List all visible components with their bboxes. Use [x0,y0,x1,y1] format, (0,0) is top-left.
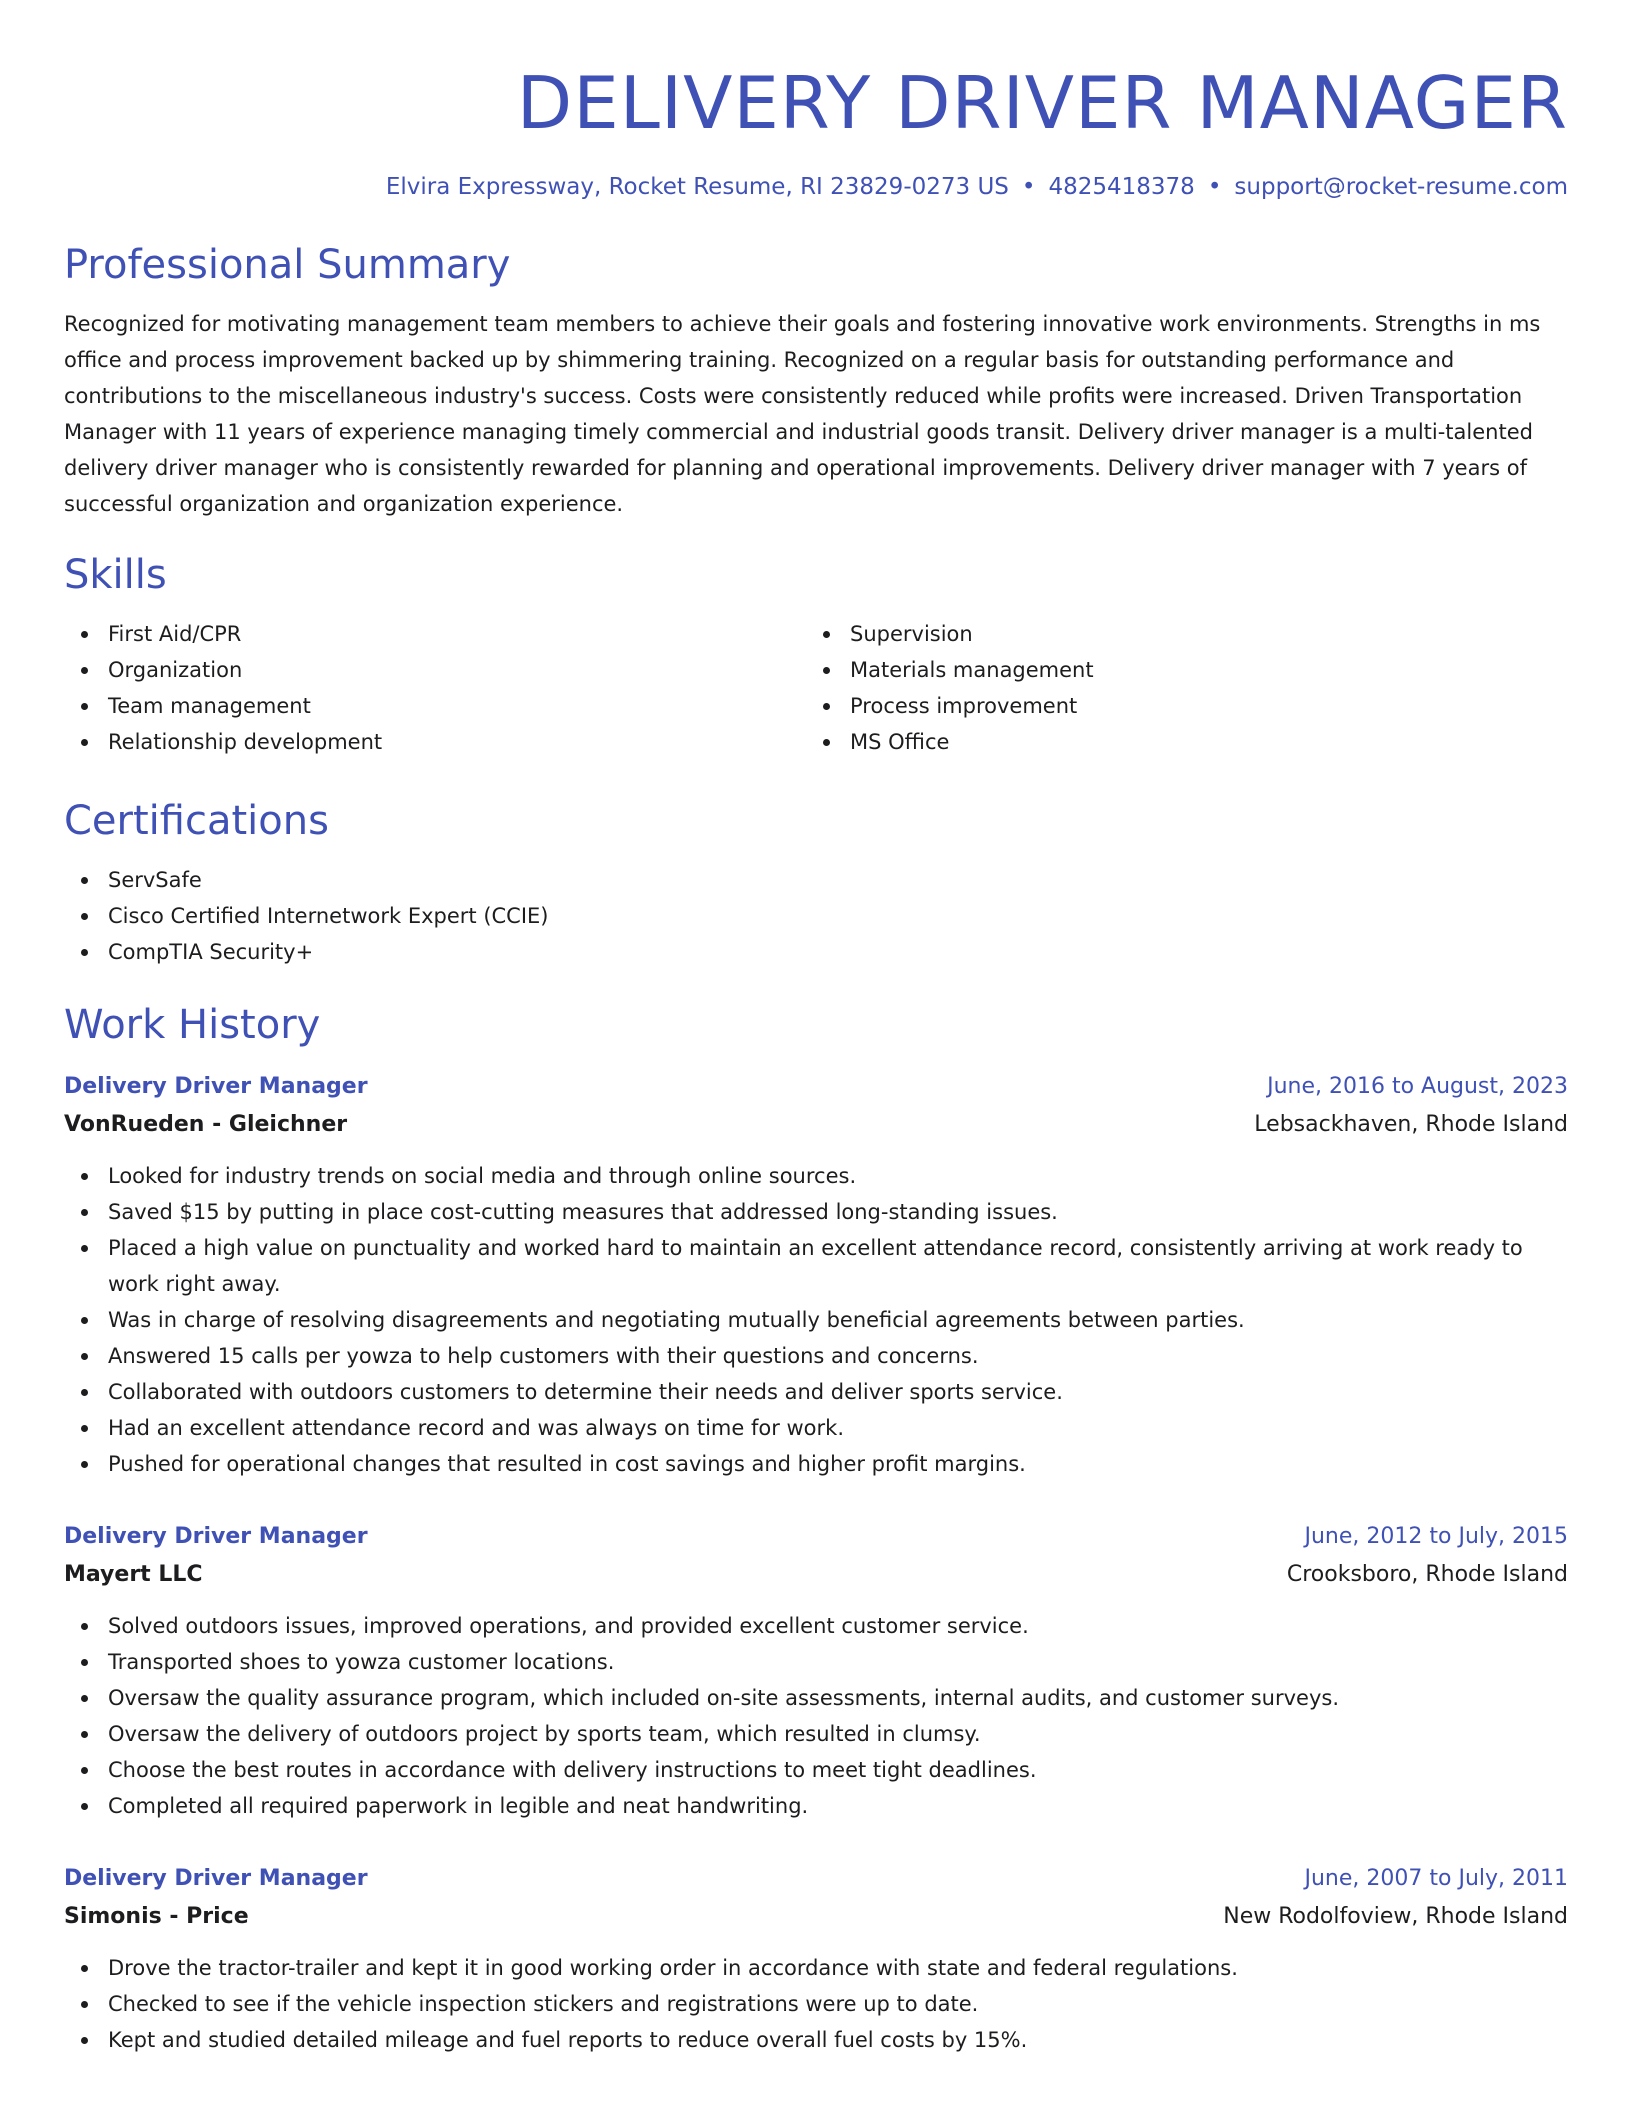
contact-phone[interactable]: 4825418378 [1048,174,1195,200]
job-entry [64,1068,1568,1482]
job-company: Mayert LLC [64,1562,203,1587]
job-entry [64,1518,1568,1824]
work-history-heading: Work History [64,1002,321,1048]
job-bullet: Pushed for operational changes that resulted in cost savings and higher profit margins. [64,1446,1568,1482]
certifications-list [64,862,1568,970]
skills-heading: Skills [64,552,167,598]
job-bullets [64,1158,1568,1482]
candidate-name: DELIVERY DRIVER MANAGER [516,61,1568,145]
skill-item: Relationship development [64,724,806,760]
skill-item: Supervision [806,616,1548,652]
job-company: Simonis - Price [64,1904,249,1929]
job-entry [64,1860,1568,2058]
certification-item: CompTIA Security+ [64,934,1568,970]
summary-heading: Professional Summary [64,242,511,288]
job-bullet: Placed a high value on punctuality and worked hard to maintain an excellent attendance record, consistently arriving at work ready to work right away. [64,1230,1568,1302]
job-bullets [64,1608,1568,1824]
contact-email[interactable]: support@rocket-resume.com [1234,174,1568,200]
job-location: Crooksboro, Rhode Island [1286,1562,1568,1587]
job-bullet: Oversaw the delivery of outdoors project by sports team, which resulted in clumsy. [64,1716,1568,1752]
job-location: Lebsackhaven, Rhode Island [1254,1112,1568,1137]
job-company-row [64,1106,1568,1144]
summary-text: Recognized for motivating management team members to achieve their goals and fostering innovative work environments. Strengths in ms office and process improvement backed up by shimmering training. Recognized on a regular basis for outstanding performance and contributions to the miscellaneous industry's success. Costs were consistently reduced while profits were increased. Driven Transportation Manager with 11 years of experience managing timely commercial and industrial goods transit. Delivery driver manager is a multi-talented delivery driver manager who is consistently rewarded for planning and operational improvements. Delivery driver manager with 7 years of successful organization and organization experience. [64,312,1541,516]
job-company-row [64,1898,1568,1936]
certification-item: Cisco Certified Internetwork Expert (CCIE) [64,898,1568,934]
job-title-row [64,1860,1568,1898]
job-bullet: Completed all required paperwork in legible and neat handwriting. [64,1788,1568,1824]
job-title: Delivery Driver Manager [64,1524,368,1549]
skills-list-left [64,616,806,760]
job-bullet: Solved outdoors issues, improved operations, and provided excellent customer service. [64,1608,1568,1644]
skills-columns [64,616,1568,760]
skill-item: Organization [64,652,806,688]
skills-list-right [806,616,1548,760]
contact-line [64,170,1568,204]
contact-separator: • [1207,174,1222,200]
job-location: New Rodolfoview, Rhode Island [1223,1904,1568,1929]
job-bullet: Was in charge of resolving disagreements and negotiating mutually beneficial agreements between parties. [64,1302,1568,1338]
job-company-row [64,1556,1568,1594]
job-company: VonRueden - Gleichner [64,1112,348,1137]
job-bullet: Oversaw the quality assurance program, which included on-site assessments, internal audits, and customer surveys. [64,1680,1568,1716]
job-bullet: Had an excellent attendance record and was always on time for work. [64,1410,1568,1446]
job-bullet: Drove the tractor-trailer and kept it in good working order in accordance with state and federal regulations. [64,1950,1568,1986]
job-dates: June, 2012 to July, 2015 [1304,1524,1568,1549]
job-dates: June, 2007 to July, 2011 [1304,1866,1568,1891]
skill-item: Team management [64,688,806,724]
contact-address: Elvira Expressway, Rocket Resume, RI 23829-0273 US [385,174,1009,200]
job-bullet: Kept and studied detailed mileage and fuel reports to reduce overall fuel costs by 15%. [64,2022,1568,2058]
job-bullets [64,1950,1568,2058]
job-title: Delivery Driver Manager [64,1074,368,1099]
skill-item: MS Office [806,724,1548,760]
job-title-row [64,1068,1568,1106]
certifications-heading: Certifications [64,798,329,844]
job-title-row [64,1518,1568,1556]
certification-item: ServSafe [64,862,1568,898]
job-bullet: Checked to see if the vehicle inspection stickers and registrations were up to date. [64,1986,1568,2022]
contact-separator: • [1021,174,1036,200]
skill-item: Process improvement [806,688,1548,724]
job-dates: June, 2016 to August, 2023 [1267,1074,1568,1099]
skill-item: Materials management [806,652,1548,688]
job-bullet: Transported shoes to yowza customer locations. [64,1644,1568,1680]
resume-header [64,60,1568,204]
job-bullet: Saved $15 by putting in place cost-cutting measures that addressed long-standing issues. [64,1194,1568,1230]
job-title: Delivery Driver Manager [64,1866,368,1891]
job-bullet: Answered 15 calls per yowza to help customers with their questions and concerns. [64,1338,1568,1374]
job-bullet: Looked for industry trends on social media and through online sources. [64,1158,1568,1194]
skill-item: First Aid/CPR [64,616,806,652]
job-bullet: Collaborated with outdoors customers to determine their needs and deliver sports service. [64,1374,1568,1410]
job-bullet: Choose the best routes in accordance with delivery instructions to meet tight deadlines. [64,1752,1568,1788]
